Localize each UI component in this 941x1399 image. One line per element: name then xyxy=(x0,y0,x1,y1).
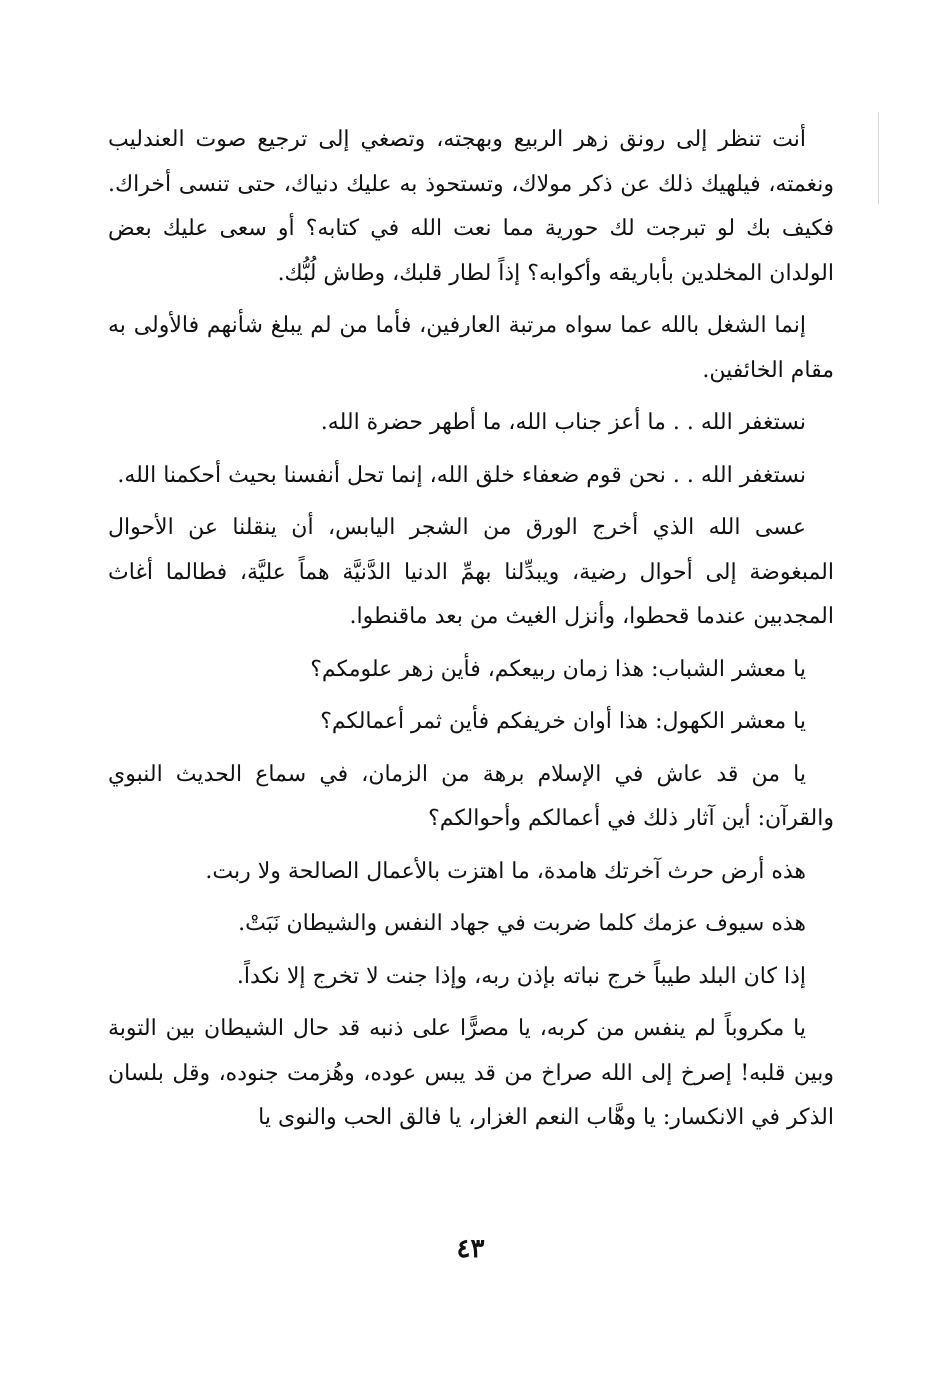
paragraph-2: إنما الشغل بالله عما سواه مرتبة العارفين، فأما من لم يبلغ شأنهم فالأولى به مقام الخائفين. xyxy=(108,313,834,383)
paragraph-11: إذا كان البلد طيباً خرج نباته بإذن ربه، وإذا جنت لا تخرج إلا نكداً. xyxy=(236,963,806,989)
paragraph-9: هذه أرض حرث آخرتك هامدة، ما اهتزت بالأعمال الصالحة ولا ربت. xyxy=(205,858,806,884)
paragraph-8: يا من قد عاش في الإسلام برهة من الزمان، في سماع الحديث النبوي والقرآن: أين آثار ذلك في أعمالكم وأحوالكم؟ xyxy=(108,761,834,831)
paragraph-10: هذه سيوف عزمك كلما ضربت في جهاد النفس والشيطان نَبَتْ. xyxy=(238,911,806,936)
body-text xyxy=(108,118,834,1149)
page-number: ٤٣ xyxy=(456,1234,485,1264)
paragraph-4: نستغفر الله . . نحن قوم ضعفاء خلق الله، إنما تحل أنفسنا بحيث أحكمنا الله. xyxy=(117,462,806,488)
paragraph-5: عسى الله الذي أخرج الورق من الشجر اليابس، أن ينقلنا عن الأحوال المبغوضة إلى أحوال رضية، ويبدِّلنا بهمِّ الدنيا الدَّنيَّة هماً عليَّة، فطالما أغاث المجدبين عندما قحطوا، وأنزل الغيث من بعد ماقنطوا. xyxy=(108,515,834,629)
paragraph-1: أنت تنظر إلى رونق زهر الربيع وبهجته، وتصغي إلى ترجيع صوت العندليب ونغمته، فيلهيك ذلك عن ذكر مولاك، وتستحوذ به عليك دنياك، حتى تنسى أخراك. فكيف بك لو تبرجت لك حورية مما نعت الله في كتابه؟ أو سعى عليك بعض الولدان المخلدين بأباريقه وأكوابه؟ إذاً لطار قلبك، وطاش لُبُّك. xyxy=(108,127,834,286)
paragraph-6: يا معشر الشباب: هذا زمان ربيعكم، فأين زهر علومكم؟ xyxy=(310,656,806,682)
paragraph-7: يا معشر الكهول: هذا أوان خريفكم فأين ثمر أعمالكم؟ xyxy=(320,709,806,734)
paragraph-12: يا مكروباً لم ينفس من كربه، يا مصرًّا على ذنبه قد حال الشيطان بين التوبة وبين قلبه! إصرخ إلى الله صراخ من قد يبس عوده، وهُزمت جنوده، وقل بلسان الذكر في الانكسار: يا وهَّاب النعم الغزار، يا فالق الحب والنوى يا xyxy=(108,1016,834,1130)
margin-line xyxy=(878,112,879,204)
paragraph-3: نستغفر الله . . ما أعز جناب الله، ما أطهر حضرة الله. xyxy=(320,410,806,435)
